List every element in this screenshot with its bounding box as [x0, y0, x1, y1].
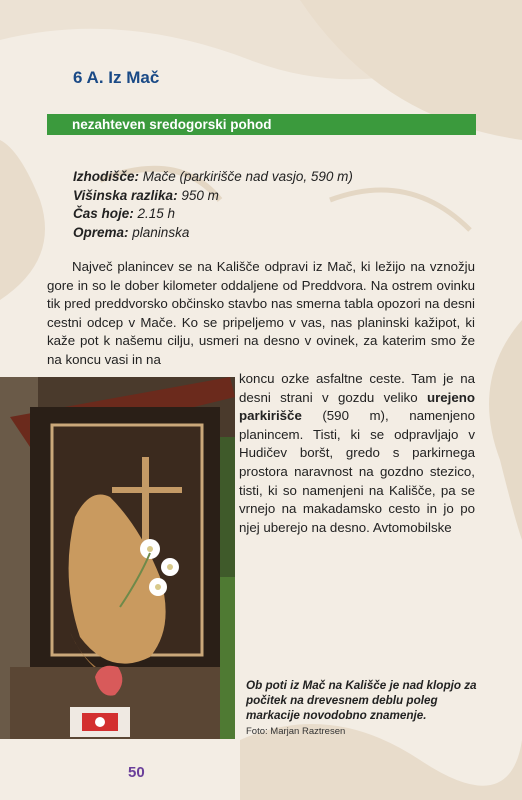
info-value: Mače (parkirišče nad vasjo, 590 m) [139, 169, 353, 184]
info-row-time [73, 205, 473, 224]
route-info [73, 168, 473, 242]
page-number: 50 [128, 764, 145, 781]
info-value: planinska [128, 224, 190, 240]
column-text-start: koncu ozke asfaltne ceste. Tam je na desni strani v gozdu veliko [239, 371, 475, 405]
photo-caption: Ob poti iz Mač na Kališče je nad klopjo za počitek na drevesnem deblu poleg markacije novodobno znamenje. [246, 679, 477, 722]
info-key: Višinska razlika: [73, 187, 178, 203]
info-row-equipment [73, 224, 473, 243]
shrine-photo [0, 377, 235, 739]
info-value: 950 m [177, 187, 219, 203]
route-type-banner: nezahteven sredogorski pohod [47, 114, 476, 135]
info-row-start [73, 168, 473, 187]
info-key: Oprema: [73, 224, 129, 240]
parking-highlight: urejeno parkirišče [239, 389, 475, 424]
info-row-elevation [73, 187, 473, 206]
body-paragraph [47, 258, 475, 370]
photo-credit: Foto: Marjan Raztresen [246, 726, 346, 737]
body-column-text [239, 370, 475, 537]
info-key: Izhodišče: [73, 169, 140, 184]
info-key: Čas hoje: [73, 206, 134, 221]
column-text-end: (590 m), namenjeno planincem. Tisti, ki se odpravljajo v Hudičev boršt, gredo s parkirnega prostora naravnost na gozdno stezico, tisti, ki so namenjeni na Kališče, pa se vrnejo na makadamsko cesto in jo po njej uberejo na desno. Avtomobilske [239, 408, 475, 535]
page-title: 6 A. Iz Mač [73, 68, 160, 87]
body-paragraph-text: Največ planincev se na Kališče odpravi iz Mač, ki ležijo na vznožju gore in so le dober kilometer oddaljene od Preddvora. Na ostrem ovinku tik pred preddvorsko občinsko stavbo nas smerna tabla opozori na desni cestni odcep v Mače. Ko se pripeljemo v vas, nas planinski kažipot, ki kaže pot k našemu cilju, usmeri na desno v ovinek, za katerim smo že na koncu vasi in na [47, 259, 475, 367]
info-value: 2.15 h [133, 206, 176, 221]
